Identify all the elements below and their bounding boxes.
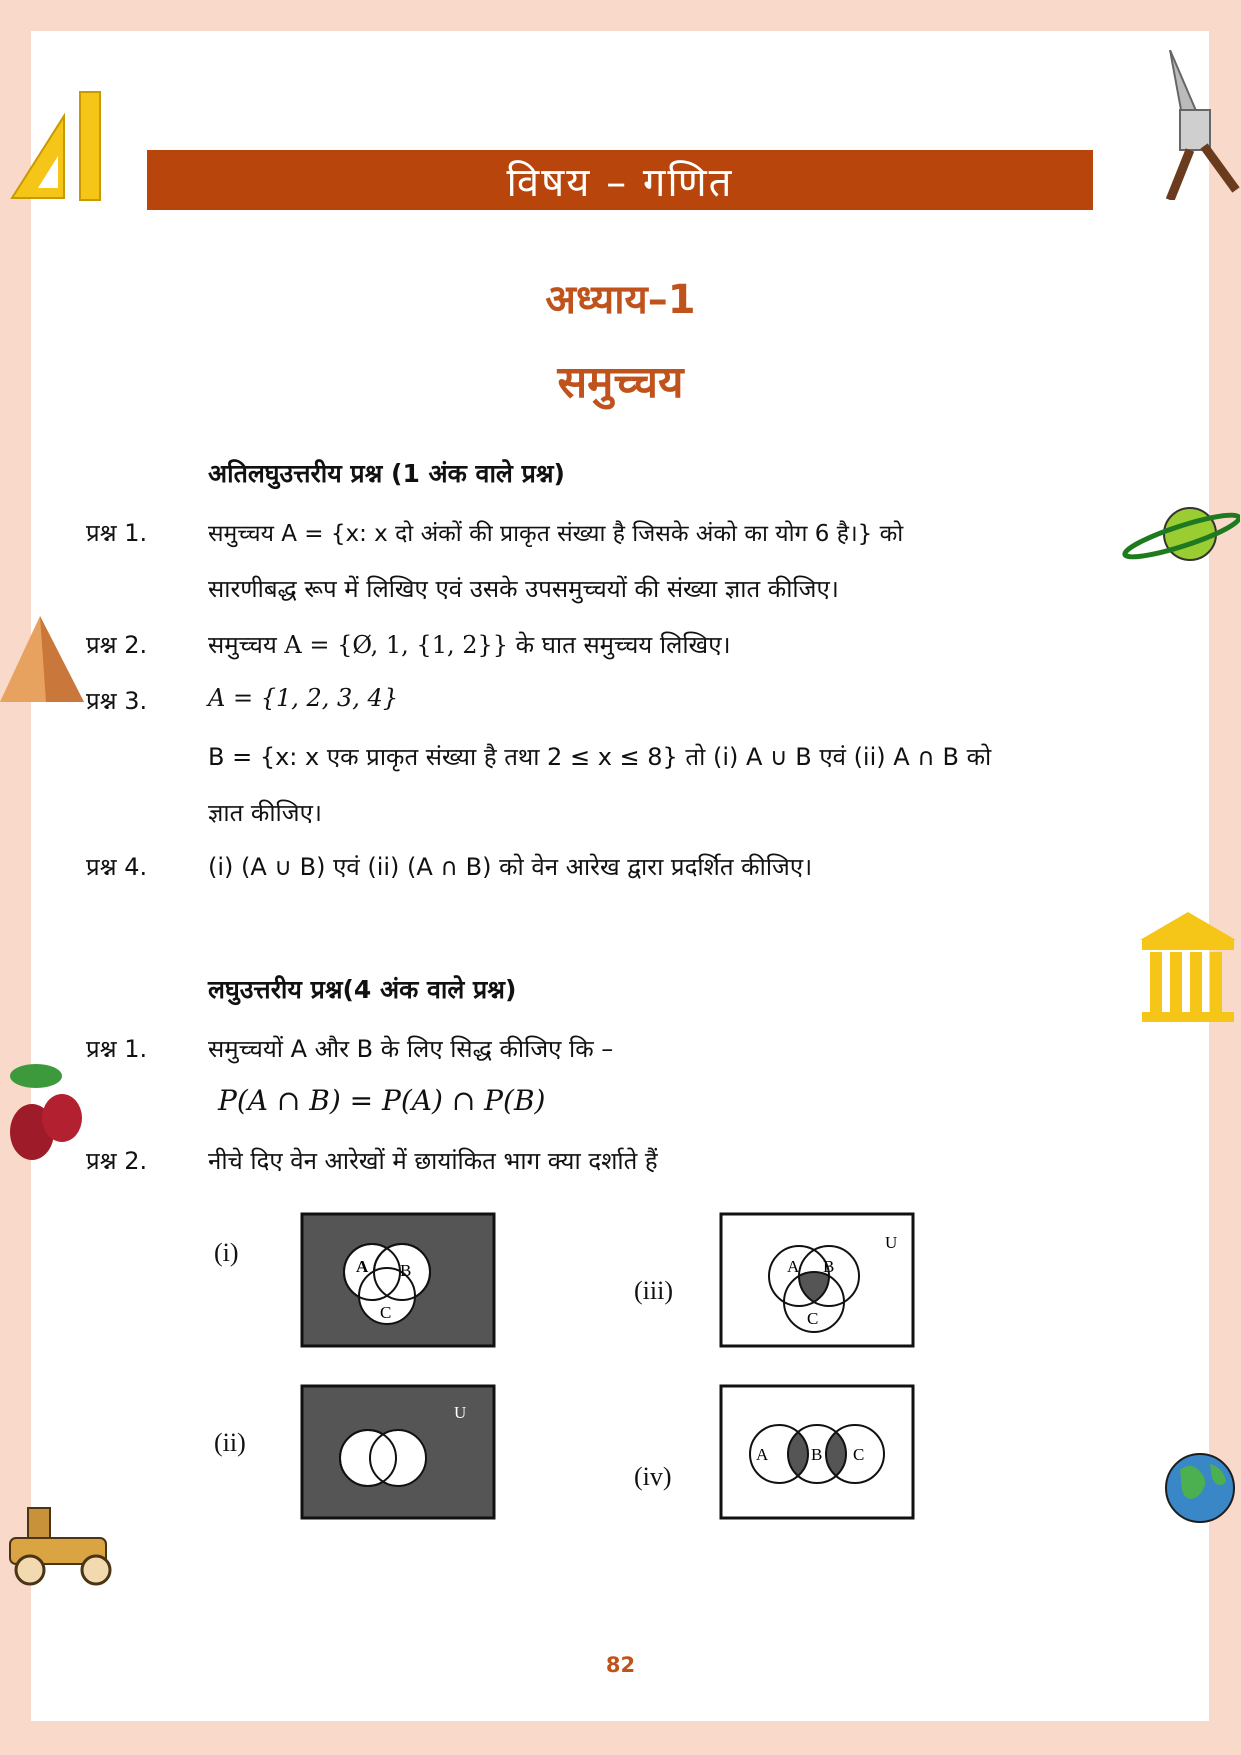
- fig-1-label: (i): [214, 1238, 239, 1267]
- fig-4-set-a: A: [756, 1445, 769, 1464]
- fig-1-set-a: A: [356, 1257, 369, 1276]
- q2-math: समुच्चय A = {Ø, 1, {1, 2}}: [208, 631, 509, 659]
- fig-3-label: (iii): [634, 1276, 673, 1305]
- q3-line-2: B = {x: x एक प्राकृत संख्या है तथा 2 ≤ x ≤ 8} तो (i) A ∪ B एवं (ii) A ∩ B को: [208, 743, 992, 771]
- fig-4-set-c: C: [853, 1445, 865, 1464]
- venn-diagram-1: [300, 1212, 496, 1348]
- page-number: 82: [605, 1653, 636, 1677]
- fig-3-set-b: B: [823, 1257, 835, 1276]
- pyramid-icon: [0, 612, 86, 704]
- q3-label: प्रश्न 3.: [86, 687, 148, 715]
- set-square-ruler-icon: [4, 88, 104, 204]
- chapter-number: अध्याय–1: [545, 277, 696, 323]
- subject-banner: विषय – गणित: [147, 150, 1093, 210]
- fig-4-set-b: B: [811, 1445, 823, 1464]
- fig-3-universal: U: [885, 1233, 898, 1252]
- fig-1-set-c: C: [380, 1303, 392, 1322]
- section-1-title: अतिलघुउत्तरीय प्रश्न (1 अंक वाले प्रश्न): [208, 459, 565, 488]
- q2-line: [208, 628, 731, 661]
- pliers-tool-icon: [1150, 50, 1240, 200]
- s2-q2-text: नीचे दिए वेन आरेखों में छायांकित भाग क्या दर्शाते हैं: [208, 1147, 658, 1175]
- s2-q1-formula: P(A ∩ B) = P(A) ∩ P(B): [218, 1084, 546, 1117]
- greek-temple-icon: [1138, 906, 1238, 1026]
- q1-line-1: समुच्चय A = {x: x दो अंकों की प्राकृत संख्या है जिसके अंको का योग 6 है।} को: [208, 521, 904, 547]
- s2-q1-label: प्रश्न 1.: [86, 1035, 148, 1063]
- fig-2-universal: U: [454, 1403, 467, 1422]
- venn-diagram-4: [719, 1384, 915, 1520]
- s2-q2-label: प्रश्न 2.: [86, 1147, 148, 1175]
- earth-globe-icon: [1162, 1420, 1240, 1526]
- chapter-title: समुच्चय: [557, 357, 684, 408]
- q1-line-2: सारणीबद्ध रूप में लिखिए एवं उसके उपसमुच्चयों की संख्या ज्ञात कीजिए।: [208, 575, 839, 603]
- vintage-car-icon: [0, 1498, 126, 1590]
- q1-label: प्रश्न 1.: [86, 519, 148, 547]
- fig-3-set-c: C: [807, 1309, 819, 1328]
- section-2-title: लघुउत्तरीय प्रश्न(4 अंक वाले प्रश्न): [208, 975, 517, 1004]
- q3-line-3: ज्ञात कीजिए।: [208, 799, 322, 827]
- beans-plant-icon: [2, 1052, 88, 1164]
- fig-1-set-b: B: [400, 1261, 412, 1280]
- venn-diagram-3: [719, 1212, 915, 1348]
- q2-label: प्रश्न 2.: [86, 631, 148, 659]
- planet-saturn-icon: [1120, 498, 1240, 570]
- fig-2-label: (ii): [214, 1428, 246, 1457]
- fig-3-set-a: A: [787, 1257, 800, 1276]
- q3-line-1: A = {1, 2, 3, 4}: [208, 684, 399, 712]
- q4-label: प्रश्न 4.: [86, 853, 148, 881]
- venn-diagram-2: [300, 1384, 496, 1520]
- s2-q1-line-1: समुच्चयों A और B के लिए सिद्ध कीजिए कि –: [208, 1035, 614, 1063]
- q4-text: (i) (A ∪ B) एवं (ii) (A ∩ B) को वेन आरेख द्वारा प्रदर्शित कीजिए।: [208, 853, 813, 881]
- q2-text: के घात समुच्चय लिखिए।: [508, 631, 731, 659]
- fig-4-label: (iv): [634, 1462, 672, 1491]
